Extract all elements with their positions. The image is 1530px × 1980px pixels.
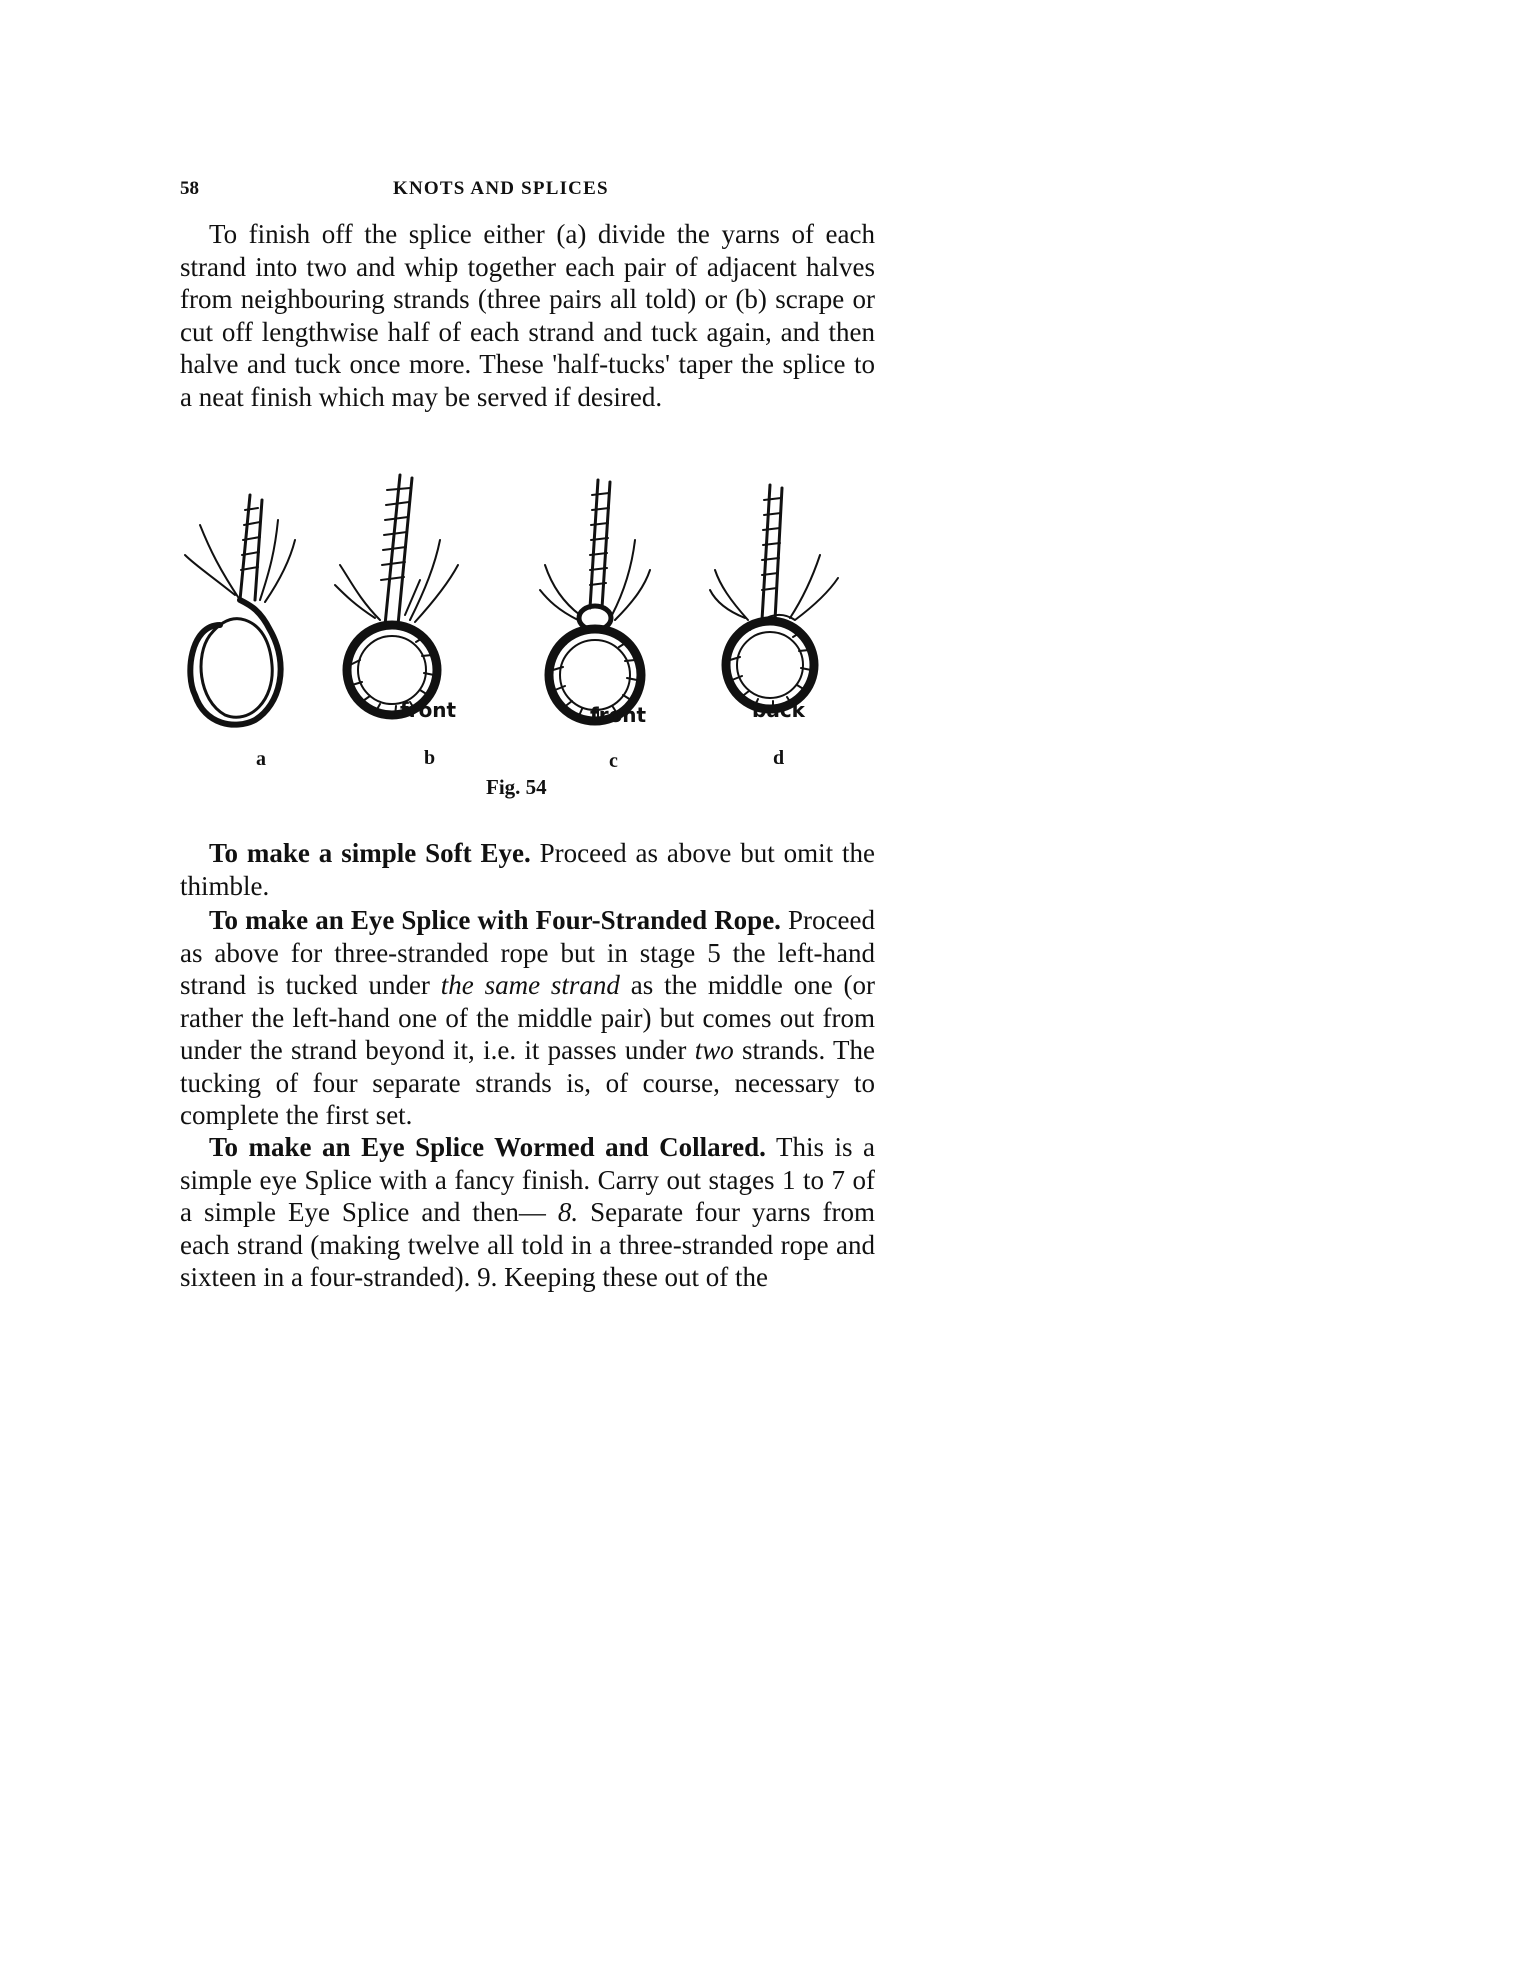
paragraph-wormed-collared [180, 1131, 875, 1294]
paragraph-finish-splice [180, 218, 875, 413]
splice-drawing-c [540, 480, 650, 721]
running-title: KNOTS AND SPLICES [393, 178, 609, 199]
emphasis-text: two [694, 1035, 734, 1065]
page-header [180, 178, 880, 204]
paragraph-text: Separate four yarns from each strand (making twelve all told in a three-stranded rope and sixteen in a four-stranded). 9. Keeping these out of the [180, 1197, 875, 1292]
paragraph-text: strands. The tucking of four separate strands is, of course, necessary to complete the first set. [180, 1035, 875, 1130]
paragraph-text: To finish off the splice either (a) divide the yarns of each strand into two and whip together each pair of adjacent halves from neighbouring strands (three pairs all told) or (b) scrape or cut off lengthwise half of each strand and tuck again, and then halve and tuck once more. These 'half-tucks' taper the splice to a neat finish which may be served if desired. [180, 219, 875, 412]
page-number: 58 [180, 178, 199, 199]
paragraph-body [180, 1131, 875, 1294]
emphasis-text: the same strand [440, 970, 620, 1000]
paragraph-text: Proceed as above but omit the thimble. [180, 838, 875, 901]
heading-soft-eye: To make a simple Soft Eye. [209, 838, 531, 868]
paragraph-four-stranded [180, 904, 875, 1132]
caption-c: front [590, 703, 647, 727]
paragraph-body [180, 837, 875, 902]
figure-label: Fig. 54 [486, 775, 547, 799]
letter-d: d [773, 747, 785, 769]
paragraph-soft-eye [180, 837, 875, 902]
heading-four-stranded: To make an Eye Splice with Four-Stranded Rope. [209, 905, 781, 935]
paragraph-text: as the middle one (or rather the left-hand one of the middle pair) but comes out from under the strand beyond it, i.e. it passes under [180, 970, 876, 1065]
letter-c: c [609, 750, 618, 772]
figure-54 [180, 470, 880, 820]
splice-drawing-d [710, 485, 838, 711]
paragraph-text: This is a simple eye Splice with a fancy finish. Carry out stages 1 to 7 of a simple Eye Splice and then— [180, 1132, 875, 1227]
paragraph-body [180, 904, 875, 1132]
caption-d: back [752, 698, 805, 722]
emphasis-text: 8. [557, 1197, 579, 1227]
letter-b: b [424, 747, 436, 769]
splice-drawing-a [185, 495, 295, 725]
letter-a: a [256, 748, 266, 770]
splice-drawing-b [335, 475, 458, 716]
heading-wormed-collared: To make an Eye Splice Wormed and Collared. [209, 1132, 766, 1162]
caption-b: front [400, 698, 457, 722]
paragraph-text: Proceed as above for three-stranded rope but in stage 5 the left-hand strand is tucked under [180, 905, 875, 1000]
